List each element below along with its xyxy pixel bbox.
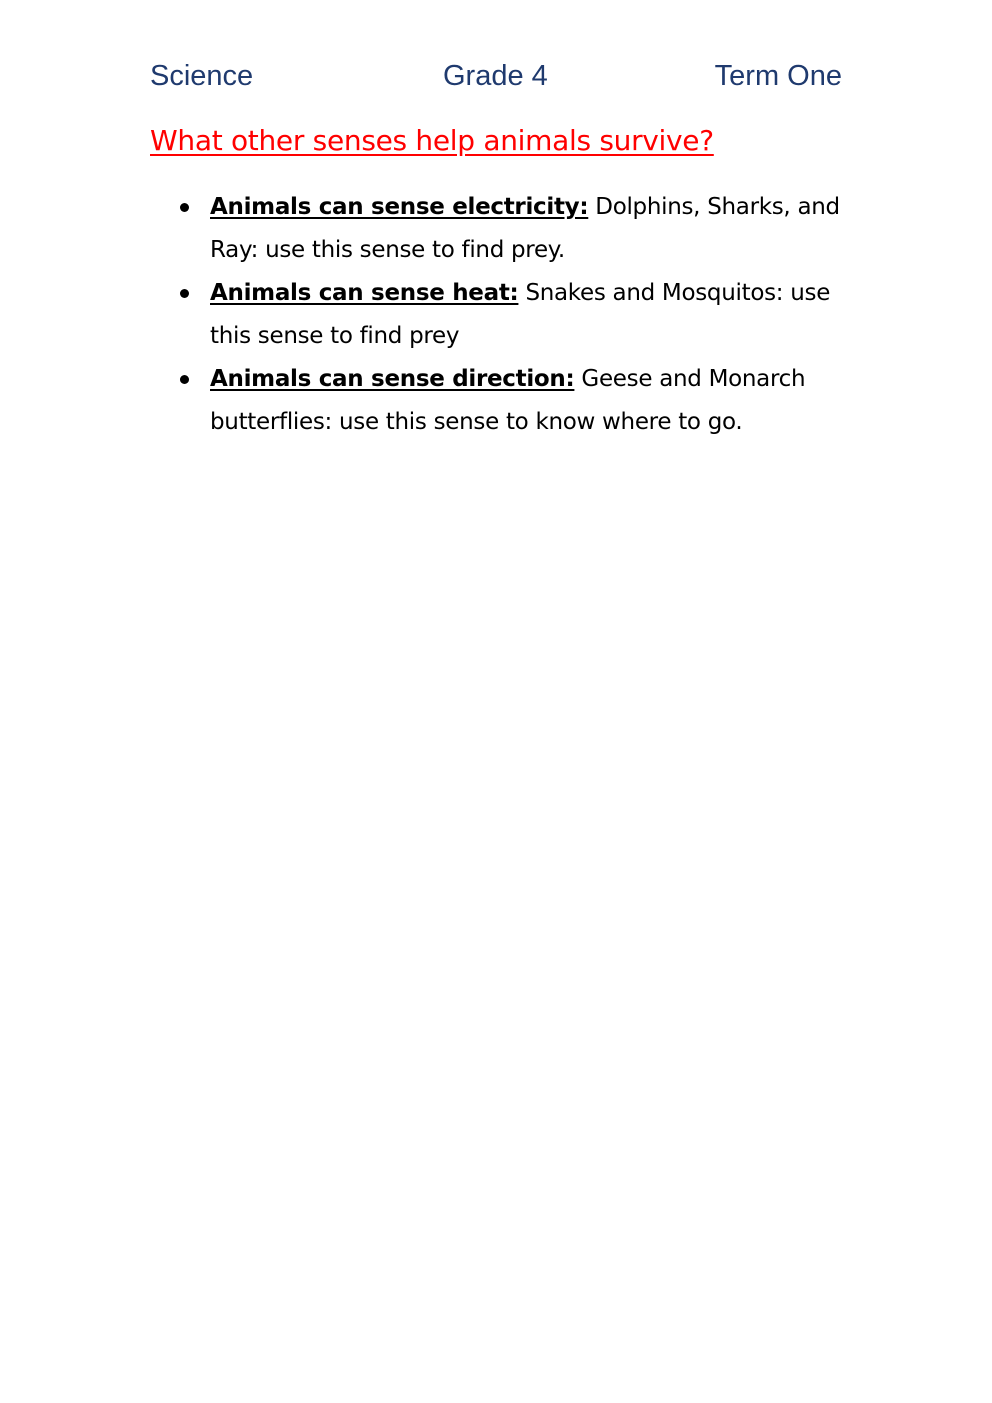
bullet-text: Dolphins, Sharks, and Ray: use this sense to find prey. (210, 194, 840, 263)
page-header (150, 60, 842, 100)
bullet-dot-icon (180, 375, 189, 384)
bullet-list (178, 186, 858, 444)
bullet-label: Animals can sense direction: (210, 366, 575, 392)
list-item (178, 186, 858, 272)
bullet-text: Snakes and Mosquitos: use this sense to find prey (210, 280, 831, 349)
page-title: What other senses help animals survive? (150, 124, 714, 157)
bullet-dot-icon (180, 203, 189, 212)
bullet-label: Animals can sense heat: (210, 280, 519, 306)
bullet-label: Animals can sense electricity: (210, 194, 589, 220)
list-item (178, 272, 858, 358)
header-term: Term One (714, 60, 842, 92)
header-subject: Science (150, 60, 254, 92)
bullet-dot-icon (180, 289, 189, 298)
list-item (178, 358, 858, 444)
header-grade: Grade 4 (443, 60, 548, 92)
bullet-text: Geese and Monarch butterflies: use this sense to know where to go. (210, 366, 806, 435)
